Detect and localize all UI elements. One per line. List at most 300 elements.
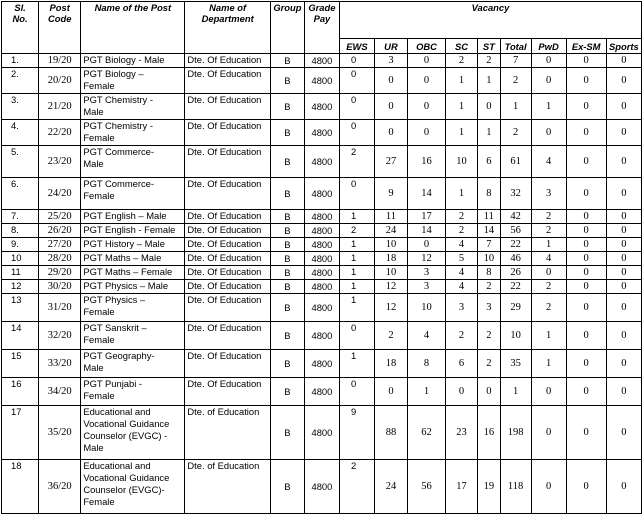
vacancy-sc-cell: 1	[446, 120, 478, 146]
vacancy-st-cell: 0	[478, 94, 501, 120]
group-cell: B	[270, 252, 304, 266]
vacancy-pwd-cell: 0	[531, 54, 566, 68]
vacancy-st-cell: 8	[478, 178, 501, 210]
vacancy-ews-cell: 2	[339, 146, 374, 178]
post-name-cell: PGT Physics – Male	[81, 280, 185, 294]
post-code-cell: 36/20	[39, 460, 81, 514]
vacancy-ur-cell: 11	[374, 210, 407, 224]
vacancy-obc-cell: 0	[407, 68, 445, 94]
vacancy-sc-cell: 4	[446, 266, 478, 280]
vacancy-ur-cell: 27	[374, 146, 407, 178]
vacancy-st-cell: 19	[478, 460, 501, 514]
post-code-cell: 26/20	[39, 224, 81, 238]
department-cell: Dte. Of Education	[185, 94, 271, 120]
header-total: Total	[500, 39, 531, 54]
vacancy-ur-cell: 9	[374, 178, 407, 210]
vacancy-total-cell: 1	[500, 378, 531, 406]
vacancy-st-cell: 6	[478, 146, 501, 178]
vacancy-pwd-cell: 0	[531, 68, 566, 94]
header-st: ST	[478, 39, 501, 54]
vacancy-st-cell: 7	[478, 238, 501, 252]
table-row	[2, 146, 642, 178]
group-cell: B	[270, 94, 304, 120]
vacancy-ews-cell: 9	[339, 406, 374, 460]
vacancy-sc-cell: 4	[446, 280, 478, 294]
vacancy-st-cell: 3	[478, 294, 501, 322]
vacancy-st-cell: 2	[478, 54, 501, 68]
vacancy-ews-cell: 0	[339, 54, 374, 68]
vacancy-sc-cell: 3	[446, 294, 478, 322]
vacancy-sports-cell: 0	[606, 294, 641, 322]
grade-pay-cell: 4800	[304, 378, 339, 406]
vacancy-obc-cell: 12	[407, 252, 445, 266]
group-cell: B	[270, 280, 304, 294]
vacancy-ews-cell: 1	[339, 350, 374, 378]
grade-pay-cell: 4800	[304, 146, 339, 178]
vacancy-sports-cell: 0	[606, 252, 641, 266]
vacancy-ex-sm-cell: 0	[566, 224, 606, 238]
header-group: Group	[270, 2, 304, 54]
header-post-code: Post Code	[39, 2, 81, 54]
department-cell: Dte. Of Education	[185, 322, 271, 350]
vacancy-ur-cell: 88	[374, 406, 407, 460]
vacancy-obc-cell: 14	[407, 178, 445, 210]
sno-cell: 17	[2, 406, 39, 460]
post-code-cell: 19/20	[39, 54, 81, 68]
vacancy-pwd-cell: 3	[531, 178, 566, 210]
vacancy-obc-cell: 16	[407, 146, 445, 178]
vacancy-obc-cell: 10	[407, 294, 445, 322]
sno-cell: 8.	[2, 224, 39, 238]
vacancy-obc-cell: 4	[407, 322, 445, 350]
department-cell: Dte. of Education	[185, 460, 271, 514]
vacancy-sports-cell: 0	[606, 266, 641, 280]
grade-pay-cell: 4800	[304, 294, 339, 322]
vacancy-pwd-cell: 2	[531, 294, 566, 322]
vacancy-ews-cell: 0	[339, 322, 374, 350]
vacancy-ex-sm-cell: 0	[566, 378, 606, 406]
department-cell: Dte. Of Education	[185, 178, 271, 210]
vacancy-st-cell: 10	[478, 252, 501, 266]
post-name-cell: PGT English - Female	[81, 224, 185, 238]
header-ex-sm: Ex-SM	[566, 39, 606, 54]
table-row	[2, 54, 642, 68]
grade-pay-cell: 4800	[304, 252, 339, 266]
vacancy-ews-cell: 1	[339, 252, 374, 266]
vacancy-total-cell: 56	[500, 224, 531, 238]
sno-cell: 2.	[2, 68, 39, 94]
grade-pay-cell: 4800	[304, 94, 339, 120]
group-cell: B	[270, 460, 304, 514]
vacancy-ur-cell: 18	[374, 350, 407, 378]
vacancy-obc-cell: 0	[407, 54, 445, 68]
group-cell: B	[270, 238, 304, 252]
post-code-cell: 21/20	[39, 94, 81, 120]
group-cell: B	[270, 406, 304, 460]
vacancy-sc-cell: 2	[446, 210, 478, 224]
vacancy-sc-cell: 10	[446, 146, 478, 178]
post-name-cell: PGT Sanskrit – Female	[81, 322, 185, 350]
header-pwd: PwD	[531, 39, 566, 54]
grade-pay-cell: 4800	[304, 350, 339, 378]
vacancy-pwd-cell: 1	[531, 322, 566, 350]
vacancy-ex-sm-cell: 0	[566, 54, 606, 68]
post-name-cell: PGT Biology - Male	[81, 54, 185, 68]
header-ews: EWS	[339, 39, 374, 54]
vacancy-sc-cell: 23	[446, 406, 478, 460]
grade-pay-cell: 4800	[304, 68, 339, 94]
vacancy-ews-cell: 1	[339, 238, 374, 252]
vacancy-sc-cell: 1	[446, 68, 478, 94]
post-name-cell: PGT Geography- Male	[81, 350, 185, 378]
sno-cell: 10	[2, 252, 39, 266]
vacancy-obc-cell: 1	[407, 378, 445, 406]
vacancy-pwd-cell: 2	[531, 280, 566, 294]
vacancy-total-cell: 10	[500, 322, 531, 350]
vacancy-total-cell: 198	[500, 406, 531, 460]
group-cell: B	[270, 266, 304, 280]
vacancy-ews-cell: 1	[339, 294, 374, 322]
grade-pay-cell: 4800	[304, 460, 339, 514]
department-cell: Dte. Of Education	[185, 120, 271, 146]
department-cell: Dte. of Education	[185, 406, 271, 460]
vacancy-st-cell: 16	[478, 406, 501, 460]
post-name-cell: PGT Punjabi - Female	[81, 378, 185, 406]
vacancy-total-cell: 2	[500, 68, 531, 94]
vacancy-ur-cell: 2	[374, 322, 407, 350]
vacancy-pwd-cell: 0	[531, 460, 566, 514]
vacancy-ex-sm-cell: 0	[566, 252, 606, 266]
post-code-cell: 33/20	[39, 350, 81, 378]
vacancy-ur-cell: 18	[374, 252, 407, 266]
vacancy-total-cell: 32	[500, 178, 531, 210]
grade-pay-cell: 4800	[304, 224, 339, 238]
group-cell: B	[270, 224, 304, 238]
table-row	[2, 178, 642, 210]
vacancy-ews-cell: 2	[339, 460, 374, 514]
vacancy-total-cell: 1	[500, 94, 531, 120]
table-row	[2, 322, 642, 350]
vacancy-st-cell: 8	[478, 266, 501, 280]
vacancy-ur-cell: 0	[374, 120, 407, 146]
table-row	[2, 238, 642, 252]
header-grade-pay: Grade Pay	[304, 2, 339, 54]
vacancy-pwd-cell: 4	[531, 252, 566, 266]
sno-cell: 15	[2, 350, 39, 378]
post-code-cell: 27/20	[39, 238, 81, 252]
table-row	[2, 68, 642, 94]
vacancy-pwd-cell: 4	[531, 146, 566, 178]
vacancy-total-cell: 7	[500, 54, 531, 68]
post-name-cell: Educational and Vocational Guidance Counselor (EVGC) - Male	[81, 406, 185, 460]
header-vacancy: Vacancy	[339, 2, 641, 39]
group-cell: B	[270, 178, 304, 210]
department-cell: Dte. Of Education	[185, 266, 271, 280]
post-code-cell: 25/20	[39, 210, 81, 224]
vacancy-pwd-cell: 1	[531, 94, 566, 120]
vacancy-sports-cell: 0	[606, 210, 641, 224]
table-row	[2, 252, 642, 266]
vacancy-sports-cell: 0	[606, 146, 641, 178]
sno-cell: 7.	[2, 210, 39, 224]
post-code-cell: 35/20	[39, 406, 81, 460]
table-row	[2, 280, 642, 294]
post-name-cell: PGT Biology – Female	[81, 68, 185, 94]
post-code-cell: 22/20	[39, 120, 81, 146]
vacancy-ur-cell: 10	[374, 266, 407, 280]
post-code-cell: 23/20	[39, 146, 81, 178]
vacancy-pwd-cell: 2	[531, 224, 566, 238]
table-row	[2, 460, 642, 514]
vacancy-ex-sm-cell: 0	[566, 146, 606, 178]
vacancy-ex-sm-cell: 0	[566, 210, 606, 224]
vacancy-total-cell: 118	[500, 460, 531, 514]
grade-pay-cell: 4800	[304, 54, 339, 68]
sno-cell: 1.	[2, 54, 39, 68]
header-obc: OBC	[407, 39, 445, 54]
vacancy-ur-cell: 0	[374, 94, 407, 120]
group-cell: B	[270, 68, 304, 94]
grade-pay-cell: 4800	[304, 120, 339, 146]
vacancy-ews-cell: 0	[339, 68, 374, 94]
sno-cell: 4.	[2, 120, 39, 146]
group-cell: B	[270, 350, 304, 378]
vacancy-ews-cell: 0	[339, 178, 374, 210]
post-code-cell: 32/20	[39, 322, 81, 350]
vacancy-sports-cell: 0	[606, 54, 641, 68]
vacancy-sc-cell: 2	[446, 224, 478, 238]
vacancy-ex-sm-cell: 0	[566, 68, 606, 94]
vacancy-sc-cell: 1	[446, 178, 478, 210]
vacancy-obc-cell: 0	[407, 94, 445, 120]
vacancy-obc-cell: 62	[407, 406, 445, 460]
vacancy-obc-cell: 14	[407, 224, 445, 238]
group-cell: B	[270, 322, 304, 350]
department-cell: Dte. Of Education	[185, 68, 271, 94]
vacancy-ex-sm-cell: 0	[566, 350, 606, 378]
table-row	[2, 378, 642, 406]
group-cell: B	[270, 378, 304, 406]
vacancy-pwd-cell: 2	[531, 210, 566, 224]
table-row	[2, 266, 642, 280]
vacancy-sports-cell: 0	[606, 460, 641, 514]
vacancy-total-cell: 29	[500, 294, 531, 322]
post-name-cell: PGT Commerce- Female	[81, 178, 185, 210]
vacancy-total-cell: 26	[500, 266, 531, 280]
post-name-cell: PGT English – Male	[81, 210, 185, 224]
vacancy-table	[1, 1, 642, 514]
group-cell: B	[270, 210, 304, 224]
vacancy-ur-cell: 12	[374, 294, 407, 322]
post-name-cell: PGT Maths – Female	[81, 266, 185, 280]
vacancy-ur-cell: 10	[374, 238, 407, 252]
sno-cell: 11	[2, 266, 39, 280]
post-code-cell: 29/20	[39, 266, 81, 280]
sno-cell: 12	[2, 280, 39, 294]
vacancy-obc-cell: 0	[407, 238, 445, 252]
vacancy-total-cell: 2	[500, 120, 531, 146]
vacancy-sports-cell: 0	[606, 94, 641, 120]
post-code-cell: 28/20	[39, 252, 81, 266]
department-cell: Dte. Of Education	[185, 294, 271, 322]
vacancy-total-cell: 46	[500, 252, 531, 266]
vacancy-st-cell: 1	[478, 120, 501, 146]
vacancy-st-cell: 2	[478, 322, 501, 350]
vacancy-st-cell: 2	[478, 350, 501, 378]
header-sc: SC	[446, 39, 478, 54]
grade-pay-cell: 4800	[304, 280, 339, 294]
vacancy-ews-cell: 1	[339, 210, 374, 224]
table-row	[2, 224, 642, 238]
vacancy-sports-cell: 0	[606, 406, 641, 460]
department-cell: Dte. Of Education	[185, 224, 271, 238]
vacancy-ews-cell: 0	[339, 378, 374, 406]
vacancy-sc-cell: 2	[446, 54, 478, 68]
grade-pay-cell: 4800	[304, 210, 339, 224]
vacancy-sports-cell: 0	[606, 178, 641, 210]
sno-cell: 16	[2, 378, 39, 406]
post-name-cell: Educational and Vocational Guidance Counselor (EVGC)- Female	[81, 460, 185, 514]
vacancy-st-cell: 1	[478, 68, 501, 94]
post-code-cell: 24/20	[39, 178, 81, 210]
vacancy-ex-sm-cell: 0	[566, 120, 606, 146]
vacancy-sc-cell: 4	[446, 238, 478, 252]
department-cell: Dte. Of Education	[185, 146, 271, 178]
vacancy-sc-cell: 0	[446, 378, 478, 406]
grade-pay-cell: 4800	[304, 266, 339, 280]
vacancy-obc-cell: 3	[407, 266, 445, 280]
table-row	[2, 94, 642, 120]
vacancy-total-cell: 22	[500, 238, 531, 252]
vacancy-pwd-cell: 0	[531, 266, 566, 280]
vacancy-sports-cell: 0	[606, 238, 641, 252]
vacancy-sc-cell: 2	[446, 322, 478, 350]
vacancy-sports-cell: 0	[606, 350, 641, 378]
group-cell: B	[270, 54, 304, 68]
department-cell: Dte. Of Education	[185, 280, 271, 294]
post-name-cell: PGT History – Male	[81, 238, 185, 252]
post-code-cell: 31/20	[39, 294, 81, 322]
vacancy-ur-cell: 12	[374, 280, 407, 294]
group-cell: B	[270, 294, 304, 322]
vacancy-sc-cell: 17	[446, 460, 478, 514]
header-sno: Sl. No.	[2, 2, 39, 54]
vacancy-ur-cell: 24	[374, 224, 407, 238]
vacancy-ews-cell: 1	[339, 280, 374, 294]
grade-pay-cell: 4800	[304, 406, 339, 460]
department-cell: Dte. Of Education	[185, 238, 271, 252]
vacancy-sports-cell: 0	[606, 68, 641, 94]
department-cell: Dte. Of Education	[185, 252, 271, 266]
vacancy-st-cell: 0	[478, 378, 501, 406]
vacancy-sports-cell: 0	[606, 378, 641, 406]
vacancy-sports-cell: 0	[606, 224, 641, 238]
post-name-cell: PGT Maths – Male	[81, 252, 185, 266]
vacancy-pwd-cell: 1	[531, 238, 566, 252]
vacancy-ews-cell: 0	[339, 94, 374, 120]
vacancy-ex-sm-cell: 0	[566, 178, 606, 210]
post-name-cell: PGT Physics – Female	[81, 294, 185, 322]
sno-cell: 18	[2, 460, 39, 514]
vacancy-ex-sm-cell: 0	[566, 294, 606, 322]
vacancy-pwd-cell: 1	[531, 350, 566, 378]
vacancy-ex-sm-cell: 0	[566, 94, 606, 120]
header-ur: UR	[374, 39, 407, 54]
department-cell: Dte. Of Education	[185, 54, 271, 68]
vacancy-sports-cell: 0	[606, 322, 641, 350]
vacancy-sc-cell: 5	[446, 252, 478, 266]
vacancy-ur-cell: 0	[374, 378, 407, 406]
department-cell: Dte. Of Education	[185, 350, 271, 378]
sno-cell: 9.	[2, 238, 39, 252]
vacancy-total-cell: 35	[500, 350, 531, 378]
vacancy-total-cell: 22	[500, 280, 531, 294]
vacancy-obc-cell: 17	[407, 210, 445, 224]
vacancy-ex-sm-cell: 0	[566, 280, 606, 294]
table-row	[2, 350, 642, 378]
vacancy-ews-cell: 0	[339, 120, 374, 146]
grade-pay-cell: 4800	[304, 238, 339, 252]
post-code-cell: 30/20	[39, 280, 81, 294]
vacancy-obc-cell: 0	[407, 120, 445, 146]
vacancy-ex-sm-cell: 0	[566, 238, 606, 252]
vacancy-ews-cell: 2	[339, 224, 374, 238]
grade-pay-cell: 4800	[304, 322, 339, 350]
sno-cell: 14	[2, 322, 39, 350]
vacancy-ews-cell: 1	[339, 266, 374, 280]
vacancy-pwd-cell: 0	[531, 406, 566, 460]
sno-cell: 3.	[2, 94, 39, 120]
group-cell: B	[270, 146, 304, 178]
vacancy-ur-cell: 3	[374, 54, 407, 68]
vacancy-st-cell: 14	[478, 224, 501, 238]
vacancy-sports-cell: 0	[606, 120, 641, 146]
department-cell: Dte. Of Education	[185, 378, 271, 406]
grade-pay-cell: 4800	[304, 178, 339, 210]
group-cell: B	[270, 120, 304, 146]
post-name-cell: PGT Chemistry - Male	[81, 94, 185, 120]
vacancy-ur-cell: 0	[374, 68, 407, 94]
post-code-cell: 20/20	[39, 68, 81, 94]
header-sports: Sports	[606, 39, 641, 54]
vacancy-total-cell: 61	[500, 146, 531, 178]
vacancy-sc-cell: 6	[446, 350, 478, 378]
vacancy-obc-cell: 8	[407, 350, 445, 378]
department-cell: Dte. Of Education	[185, 210, 271, 224]
vacancy-total-cell: 42	[500, 210, 531, 224]
vacancy-sports-cell: 0	[606, 280, 641, 294]
vacancy-sc-cell: 1	[446, 94, 478, 120]
vacancy-obc-cell: 56	[407, 460, 445, 514]
post-code-cell: 34/20	[39, 378, 81, 406]
table-row	[2, 210, 642, 224]
header-department: Name of Department	[185, 2, 271, 54]
sno-cell: 5.	[2, 146, 39, 178]
vacancy-ur-cell: 24	[374, 460, 407, 514]
vacancy-ex-sm-cell: 0	[566, 322, 606, 350]
sno-cell: 13	[2, 294, 39, 322]
post-name-cell: PGT Chemistry - Female	[81, 120, 185, 146]
table-row	[2, 120, 642, 146]
table-row	[2, 406, 642, 460]
vacancy-st-cell: 2	[478, 280, 501, 294]
vacancy-ex-sm-cell: 0	[566, 266, 606, 280]
sno-cell: 6.	[2, 178, 39, 210]
vacancy-obc-cell: 3	[407, 280, 445, 294]
vacancy-ex-sm-cell: 0	[566, 460, 606, 514]
post-name-cell: PGT Commerce- Male	[81, 146, 185, 178]
vacancy-pwd-cell: 0	[531, 378, 566, 406]
